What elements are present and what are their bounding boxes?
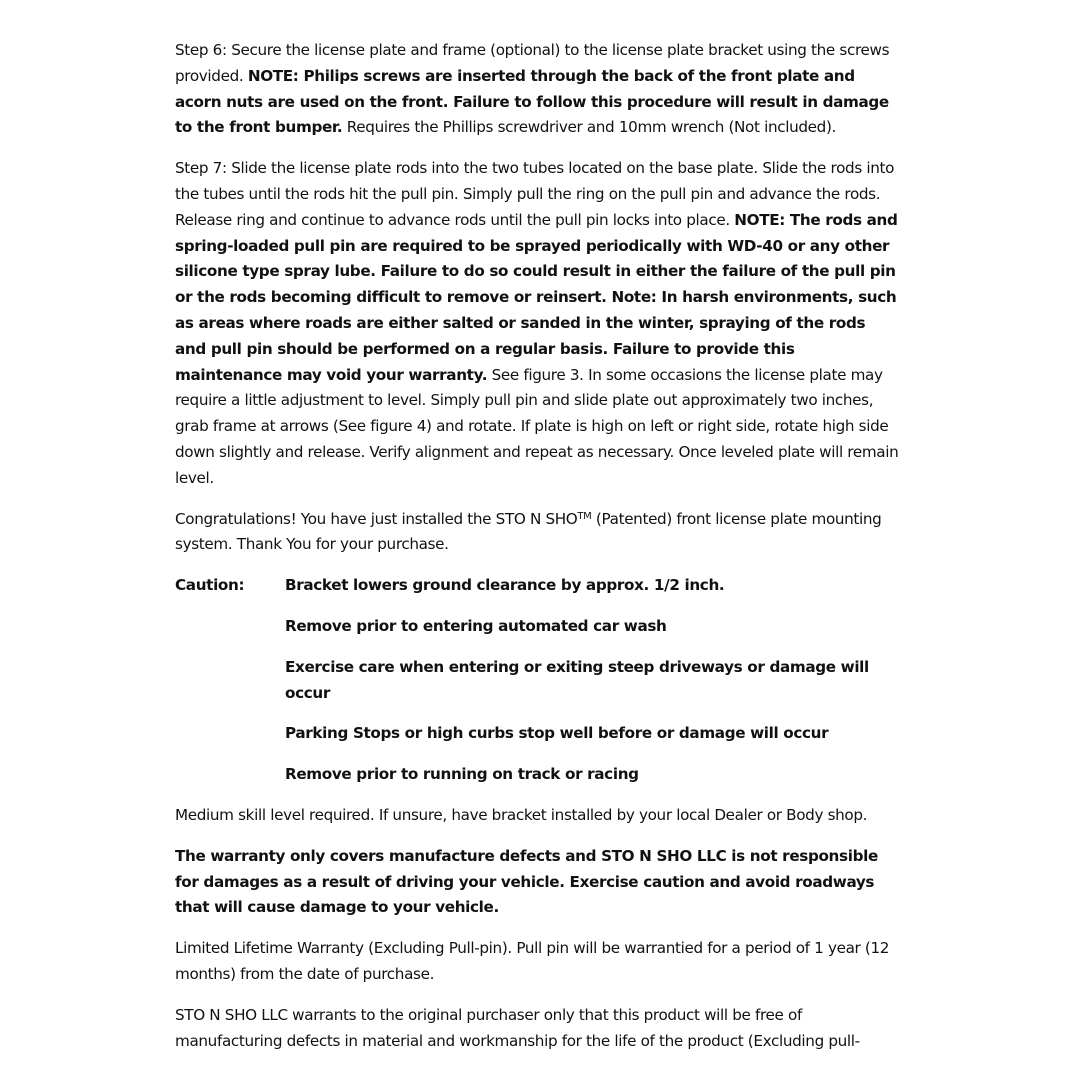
caution-row-3 (175, 655, 900, 707)
caution-label-spacer (175, 721, 285, 747)
document-page (175, 38, 900, 1069)
caution-item: Remove prior to running on track or racing (285, 765, 639, 784)
step-6-paragraph (175, 38, 900, 141)
step-7-paragraph (175, 156, 900, 491)
warranty-disclaimer-text: The warranty only covers manufacture defects and STO N SHO LLC is not responsible for damages as a result of driving your vehicle. Exercise caution and avoid roadways that will cause damage to your vehicle. (175, 846, 878, 917)
caution-item: Parking Stops or high curbs stop well before or damage will occur (285, 724, 829, 743)
caution-label-spacer (175, 762, 285, 788)
caution-row-5 (175, 762, 900, 788)
caution-row-4 (175, 721, 900, 747)
caution-label: Caution: (175, 576, 245, 595)
step-7-intro: Step 7: Slide the license plate rods into the two tubes located on the base plate. Slide the rods into the tubes until the rods hit the pull pin. Simply pull the ring on the pull pin and advance the rods. Release ring and continue to advance rods until the pull pin locks into place. (175, 159, 895, 229)
congrats-before: Congratulations! You have just installed the STO N SHO (175, 509, 578, 528)
trademark-mark: TM (577, 510, 592, 522)
caution-row-1 (175, 573, 900, 599)
step-6-intro: Step 6: Secure the license plate and frame (optional) to the license plate bracket using the screws provided. (175, 41, 890, 85)
skill-level-paragraph: Medium skill level required. If unsure, have bracket installed by your local Dealer or Body shop. (175, 805, 868, 824)
caution-label-spacer (175, 614, 285, 640)
caution-item: Bracket lowers ground clearance by approx. 1/2 inch. (285, 576, 725, 595)
congrats-after: (Patented) front license plate mounting system. Thank You for your purchase. (175, 509, 882, 554)
caution-label-spacer (175, 655, 285, 707)
caution-row-2 (175, 614, 900, 640)
caution-item: Remove prior to entering automated car wash (285, 616, 667, 635)
caution-item: Exercise care when entering or exiting steep driveways or damage will occur (285, 657, 869, 702)
step-7-outro: See figure 3. In some occasions the license plate may require a little adjustment to level. Simply pull pin and slide plate out approximately two inches, grab frame at arrows (See figure 4) and rotate. If plate is high on left or right side, rotate high side down slightly and release. Verify alignment and repeat as necessary. Once leveled plate will remain level. (175, 365, 899, 487)
step-7-note: NOTE: The rods and spring-loaded pull pin are required to be sprayed periodically with WD-40 or any other silicone type spray lube. Failure to do so could result in either the failure of the pull pin or the rods becoming difficult to remove or reinsert. Note: In harsh environments, such as areas where roads are either salted or sanded in the winter, spraying of the rods and pull pin should be performed on a regular basis. Failure to provide this maintenance may void your warranty. (175, 210, 898, 384)
step-6-note: NOTE: Philips screws are inserted through the back of the front plate and acorn nuts are used on the front. Failure to follow this procedure will result in damage to the front bumper. (175, 66, 889, 137)
limited-warranty-paragraph: Limited Lifetime Warranty (Excluding Pull-pin). Pull pin will be warrantied for a period of 1 year (12 months) from the date of purchase. (175, 939, 890, 983)
warranty-disclaimer-paragraph (175, 844, 900, 921)
warrants-paragraph: STO N SHO LLC warrants to the original purchaser only that this product will be free of manufacturing defects in material and workmanship for the life of the product (Excluding pull- (175, 1005, 860, 1050)
congratulations-paragraph (175, 507, 900, 559)
step-6-tools: Requires the Phillips screwdriver and 10mm wrench (Not included). (342, 118, 837, 137)
